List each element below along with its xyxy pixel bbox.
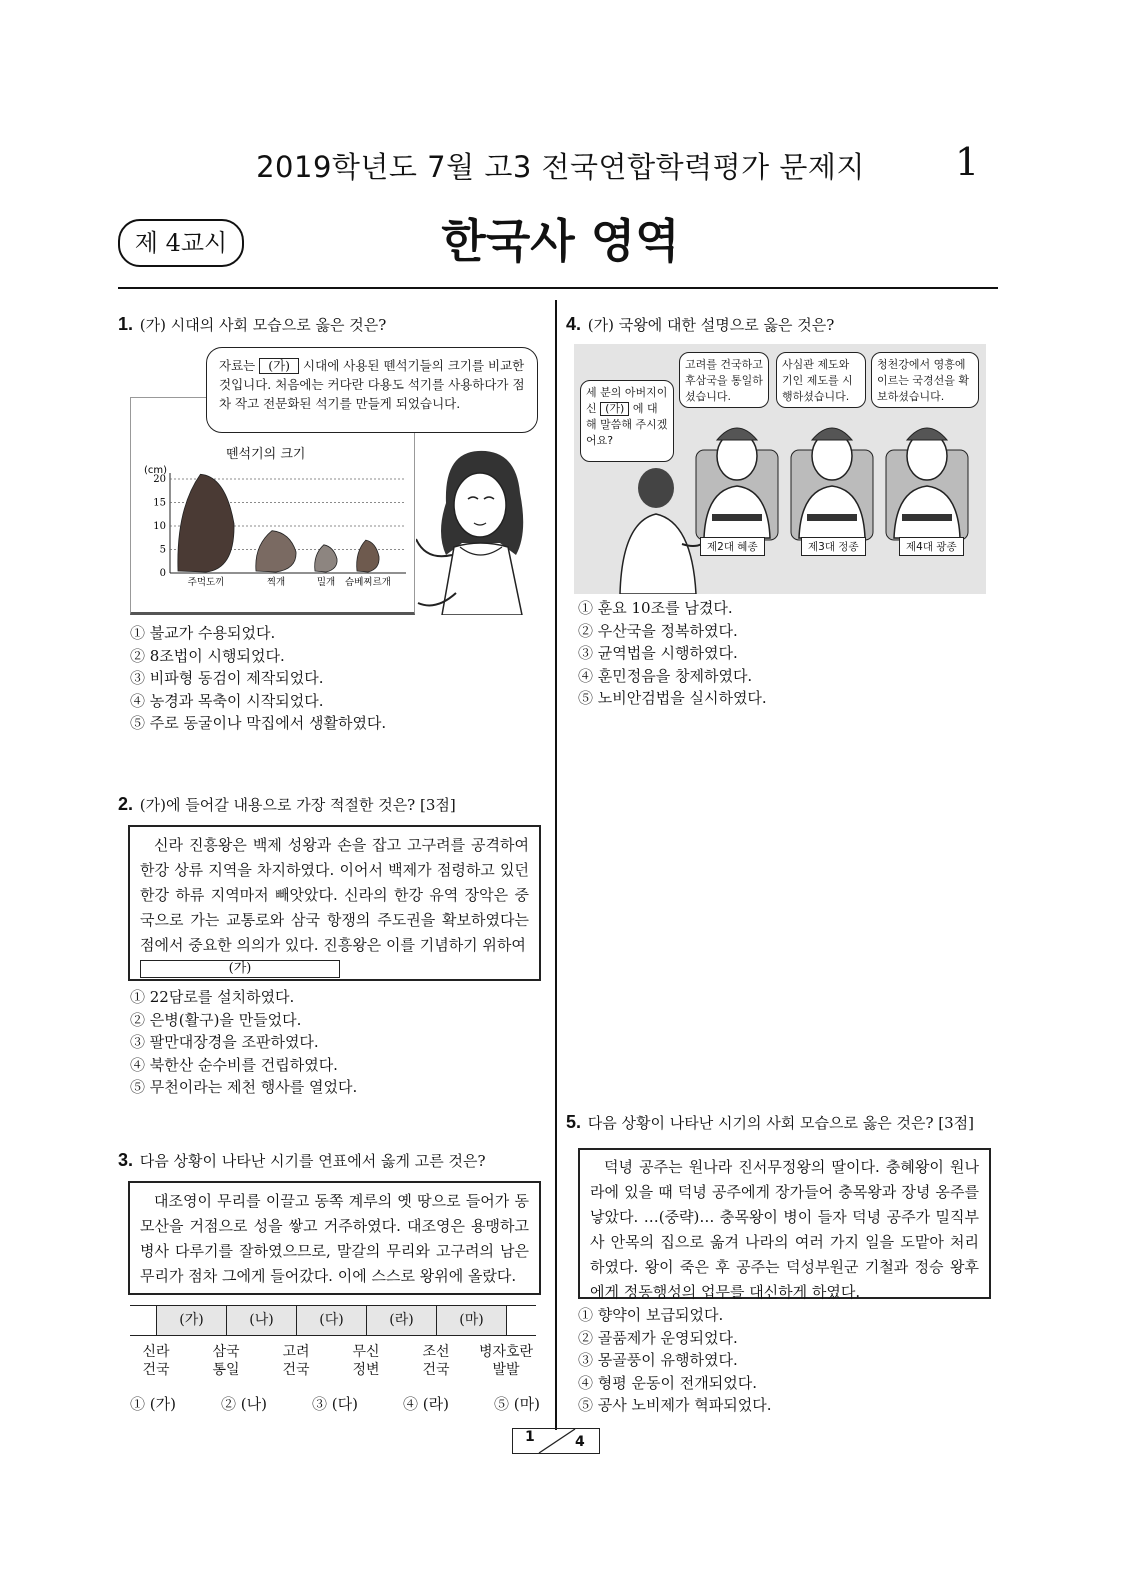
option-1[interactable]: ① (가): [130, 1395, 176, 1413]
footer-total: 4: [575, 1434, 585, 1450]
king-speech-bubble-2: 사심관 제도와 기인 제도를 시행하셨습니다.: [776, 352, 866, 408]
option-4[interactable]: ④ 북한산 순수비를 건립하였다.: [130, 1055, 338, 1074]
option-1[interactable]: ① 향약이 보급되었다.: [578, 1306, 724, 1324]
q1-options: [130, 622, 386, 735]
option-4[interactable]: ④ 훈민정음을 창제하였다.: [578, 666, 753, 685]
event-military-coup: 무신 정변: [352, 1344, 380, 1378]
blank-ga: (가): [140, 960, 340, 978]
option-5[interactable]: ⑤ (마): [494, 1395, 540, 1413]
question-number: 1.: [118, 314, 134, 334]
q4-figure: [574, 344, 986, 594]
q3-timeline: [130, 1305, 536, 1385]
period-ga: (가): [156, 1306, 227, 1335]
q2-options: [130, 986, 357, 1099]
q5-passage-box: [578, 1148, 991, 1299]
question-text: (가) 국왕에 대한 설명으로 옳은 것은?: [587, 316, 835, 334]
period-da: (다): [296, 1306, 367, 1335]
footer-page: 1: [525, 1429, 535, 1445]
y-axis-label: (cm): [144, 465, 168, 476]
y-tick-label: 10: [153, 521, 166, 532]
question-2: [118, 794, 456, 815]
option-4[interactable]: ④ 형평 운동이 전개되었다.: [578, 1373, 757, 1392]
option-3[interactable]: ③ 몽골풍이 유행하였다.: [578, 1351, 738, 1369]
question-number: 3.: [118, 1150, 134, 1170]
x-tick-label: 주먹도끼: [187, 577, 225, 588]
question-number: 5.: [566, 1112, 582, 1132]
period-ra: (라): [366, 1306, 437, 1335]
q2-passage: 신라 진흥왕은 백제 성왕과 손을 잡고 고구려를 공격하여 한강 상류 지역을 차지하였다. 이어서 백제가 점령하고 있던 한강 하류 지역마저 빼앗았다. 신라의 한강 유역 장악은 중국으로 가는 교통로와 삼국 항쟁의 주도권을 확보하였다는 점에서 중요한 의의가 있다. 진흥왕은 이를 기념하기 위하여: [140, 836, 529, 954]
option-2[interactable]: ② (나): [221, 1395, 267, 1413]
stone-tool-chart: [134, 463, 414, 593]
option-5[interactable]: ⑤ 무천이라는 제천 행사를 열었다.: [130, 1078, 358, 1096]
bubble-text-post: 시대에 사용된 뗀석기들의 크기를 비교한 것입니다. 처음에는 커다란 다용도 석기를 사용하다가 점차 작고 전문화된 석기를 만들게 되었습니다.: [219, 358, 525, 411]
period-ma: (마): [436, 1306, 507, 1335]
blank-ga: (가): [600, 402, 629, 416]
question-text: 다음 상황이 나타난 시기의 사회 모습으로 옳은 것은? [3점]: [587, 1114, 975, 1132]
question-3: [118, 1150, 486, 1171]
blank-ga: (가): [259, 358, 299, 374]
stone-tool-bar: [178, 474, 234, 572]
king-speech-bubble-1: 고려를 건국하고 후삼국을 통일하셨습니다.: [679, 352, 769, 408]
teacher-illustration: [416, 443, 540, 615]
q2-passage-box: [128, 825, 541, 981]
page-footer: [512, 1428, 600, 1454]
period-label: 제 4교시: [118, 219, 244, 267]
page-number: 1: [955, 140, 980, 184]
x-tick-label: 찍개: [266, 577, 286, 588]
option-3[interactable]: ③ 균역법을 시행하였다.: [578, 644, 738, 662]
y-tick-label: 15: [153, 497, 166, 509]
event-goryeo: 고려 건국: [282, 1344, 310, 1378]
x-tick-label: 슴베찌르개: [345, 577, 391, 588]
option-4[interactable]: ④ 농경과 목축이 시작되었다.: [130, 691, 324, 710]
y-tick-label: 0: [159, 568, 166, 579]
option-1[interactable]: ① 22담로를 설치하였다.: [130, 988, 295, 1006]
event-byeongja: 병자호란 발발: [478, 1344, 534, 1378]
option-5[interactable]: ⑤ 노비안검법을 실시하였다.: [578, 689, 767, 707]
q3-passage: 대조영이 무리를 이끌고 동쪽 계루의 옛 땅으로 들어가 동모산을 거점으로 성을 쌓고 거주하였다. 대조영은 용맹하고 병사 다루기를 잘하였으므로, 말갈의 무리와 고구려의 남은 무리가 점차 그에게 들어갔다. 이에 스스로 왕위에 올랐다.: [140, 1192, 529, 1285]
option-5[interactable]: ⑤ 공사 노비제가 혁파되었다.: [578, 1396, 772, 1414]
column-divider: [555, 300, 557, 1430]
q5-options: [578, 1304, 771, 1417]
q4-options: [578, 597, 767, 710]
option-2[interactable]: ② 우산국을 정복하였다.: [578, 621, 738, 640]
header-rule: [118, 287, 998, 289]
timeline-axis: [130, 1335, 536, 1336]
option-3[interactable]: ③ 비파형 동검이 제작되었다.: [130, 669, 324, 687]
question-text: (가) 시대의 사회 모습으로 옳은 것은?: [139, 316, 387, 334]
q5-passage: 덕녕 공주는 원나라 진서무정왕의 딸이다. 충혜왕이 원나라에 있을 때 덕녕 공주에게 장가들어 충목왕과 장녕 옹주를 낳았다. …(중략)… 충목왕이 병이 들자 덕녕 공주가 밀직부사 안목의 집으로 옮겨 나라의 여러 가지 일을 도맡아 처리하였다. 왕이 죽은 후 공주는 덕성부원군 기철과 정승 왕후에게 정동행성의 업무를 대신하게 하였다.: [590, 1158, 979, 1301]
q1-figure: [130, 345, 540, 617]
teacher-speech-bubble: [206, 347, 538, 433]
student-speech-bubble: 세 분의 아버지이신 (가) 에 대해 말씀해 주시겠어요?: [580, 380, 674, 462]
y-tick-label: 20: [153, 474, 166, 485]
bubble-text-pre: 자료는: [219, 358, 256, 373]
stone-tool-bar: [357, 540, 379, 572]
q3-passage-box: [128, 1181, 541, 1295]
option-1[interactable]: ① 불교가 수용되었다.: [130, 624, 276, 642]
kings-illustration: [682, 410, 982, 550]
king-caption-1: 제2대 혜종: [700, 537, 765, 556]
event-unification: 삼국 통일: [212, 1344, 240, 1378]
question-1: [118, 314, 386, 335]
question-text: (가)에 들어갈 내용으로 가장 적절한 것은? [3점]: [139, 796, 456, 814]
option-4[interactable]: ④ (라): [403, 1395, 449, 1413]
king-caption-2: 제3대 정종: [801, 537, 866, 556]
stone-tool-bar: [256, 531, 296, 572]
king-speech-bubble-3: 청천강에서 영흥에 이르는 국경선을 확보하셨습니다.: [871, 352, 979, 408]
x-tick-label: 밀개: [316, 577, 336, 588]
option-2[interactable]: ② 은병(활구)을 만들었다.: [130, 1010, 302, 1029]
question-number: 2.: [118, 794, 134, 814]
question-5: [566, 1112, 974, 1133]
option-2[interactable]: ② 골품제가 운영되었다.: [578, 1328, 738, 1347]
event-silla: 신라 건국: [142, 1344, 170, 1378]
option-5[interactable]: ⑤ 주로 동굴이나 막집에서 생활하였다.: [130, 714, 387, 732]
stone-tool-bar: [315, 545, 337, 572]
student-illustration: [612, 464, 708, 594]
option-1[interactable]: ① 훈요 10조를 남겼다.: [578, 599, 733, 617]
option-2[interactable]: ② 8조법이 시행되었다.: [130, 646, 285, 665]
question-4: [566, 314, 834, 335]
subject-title: 한국사 영역: [441, 214, 680, 268]
period-na: (나): [226, 1306, 297, 1335]
q3-options: [130, 1393, 540, 1416]
question-text: 다음 상황이 나타난 시기를 연표에서 옳게 고른 것은?: [139, 1152, 486, 1170]
king-caption-3: 제4대 광종: [899, 537, 964, 556]
chart-title: 뗀석기의 크기: [226, 447, 306, 462]
y-tick-label: 5: [159, 544, 166, 556]
option-3[interactable]: ③ (다): [312, 1395, 358, 1413]
option-3[interactable]: ③ 팔만대장경을 조판하였다.: [130, 1033, 319, 1051]
event-joseon: 조선 건국: [422, 1344, 450, 1378]
exam-title: 2019학년도 7월 고3 전국연합학력평가 문제지: [256, 150, 865, 184]
question-number: 4.: [566, 314, 582, 334]
